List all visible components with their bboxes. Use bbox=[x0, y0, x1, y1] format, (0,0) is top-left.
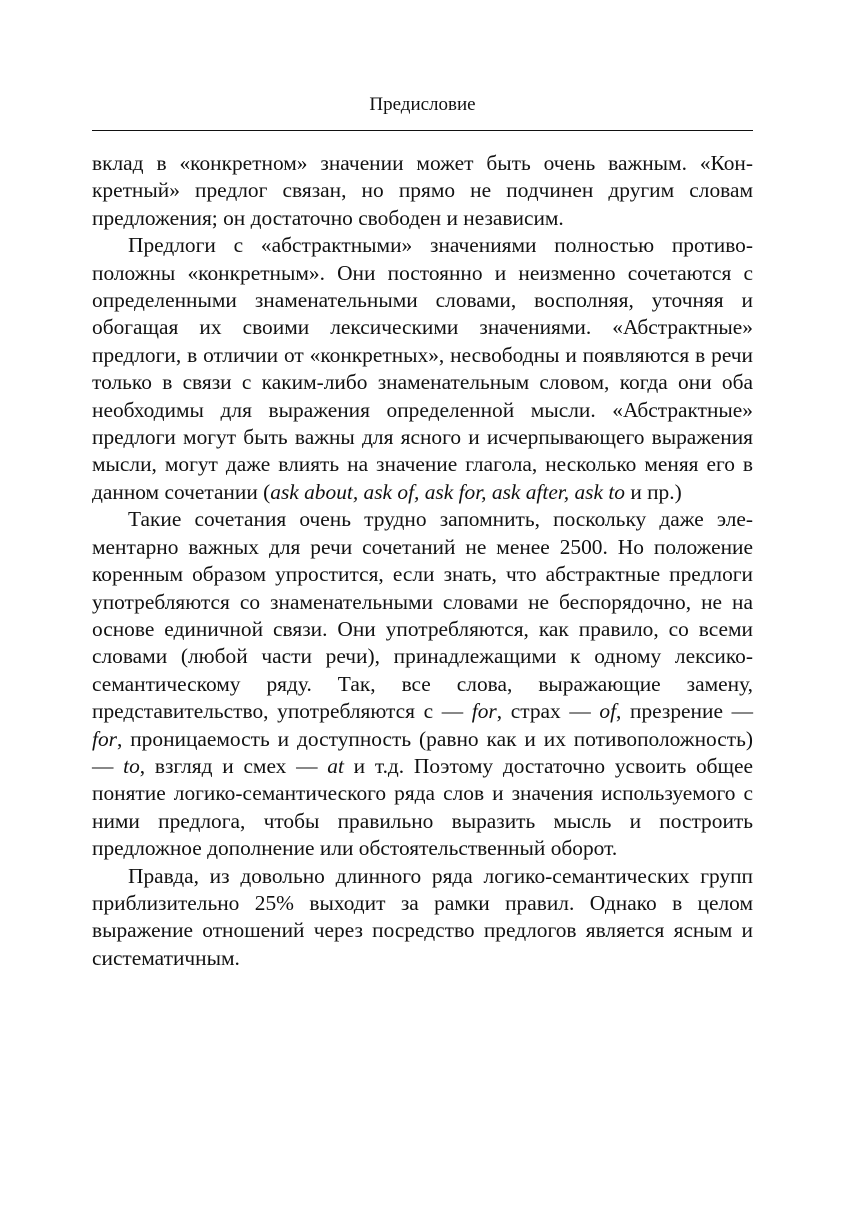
paragraph bbox=[92, 863, 753, 973]
italic-text: of bbox=[599, 699, 617, 724]
italic-text: for bbox=[92, 726, 117, 751]
italic-text: ask about, ask of, ask for, ask after, ask to bbox=[270, 479, 625, 504]
italic-text: to bbox=[123, 753, 140, 778]
text-run: , страх — bbox=[496, 699, 600, 724]
text-run: Такие сочетания очень трудно запомнить, поскольку даже элементарно важных для речи сочетаний не менее 2500. Но положение коренным образом упростится, если знать, что абстрактные предлоги употребляются со знаменательными словами не беспорядочно, не на основе единичной связи. Они употребляются, как правило, со всеми словами (любой части речи), принадлежащими к одному лексико-семантическому ряду. Так, все слова, выражающие замену, представительство, употребляются с — bbox=[92, 507, 753, 724]
paragraph bbox=[92, 150, 753, 232]
running-head-title: Предисловие bbox=[369, 94, 476, 115]
text-run: и пр.) bbox=[624, 479, 682, 504]
text-run: Предлоги с «абстрактными» значениями полностью противоположны «конкретным». Они постоянно и неизменно сочетаются с определенными знаменательными словами, восполняя, уточняя и обогащая их своими лексическими значениями. «Абстрактные» предлоги, в отличии от «конкретных», несвободны и появляются в речи только в связи с каким-либо знаменательным словом, когда они оба необходимы для выражения определенной мысли. «Абстрактные» предлоги могут быть важны для ясного и исчерпывающего выражения мысли, могут даже влиять на значение глагола, несколько меняя его в данном сочетании ( bbox=[92, 233, 753, 504]
text-run: , презрение — bbox=[616, 699, 753, 724]
text-run: , проницаемость и доступность (равно как и их потивоположность) — bbox=[92, 726, 753, 778]
header-rule bbox=[92, 130, 753, 131]
italic-text: for bbox=[471, 699, 497, 724]
text-run: Правда, из довольно длинного ряда логико-семантических групп приблизительно 25% выходит за рамки правил. Однако в целом выражение отношений через посредство предлогов является ясным и систематичным. bbox=[92, 863, 753, 970]
body-text bbox=[92, 150, 753, 972]
text-run: , взгляд и смех — bbox=[139, 753, 328, 778]
text-run: и т.д. Поэтому достаточно усвоить общее понятие логико-семантического ряда слов и значения используемого с ними предлога, чтобы правильно выразить мысль и построить предложное дополнение или обстоятельственный оборот. bbox=[92, 753, 753, 861]
italic-text: at bbox=[327, 753, 344, 778]
text-run: вклад в «конкретном» значении может быть очень важным. «Конкретный» предлог связан, но прямо не подчинен другим словам предложения; он достаточно свободен и независим. bbox=[92, 151, 753, 230]
paragraph bbox=[92, 506, 753, 862]
paragraph bbox=[92, 232, 753, 506]
